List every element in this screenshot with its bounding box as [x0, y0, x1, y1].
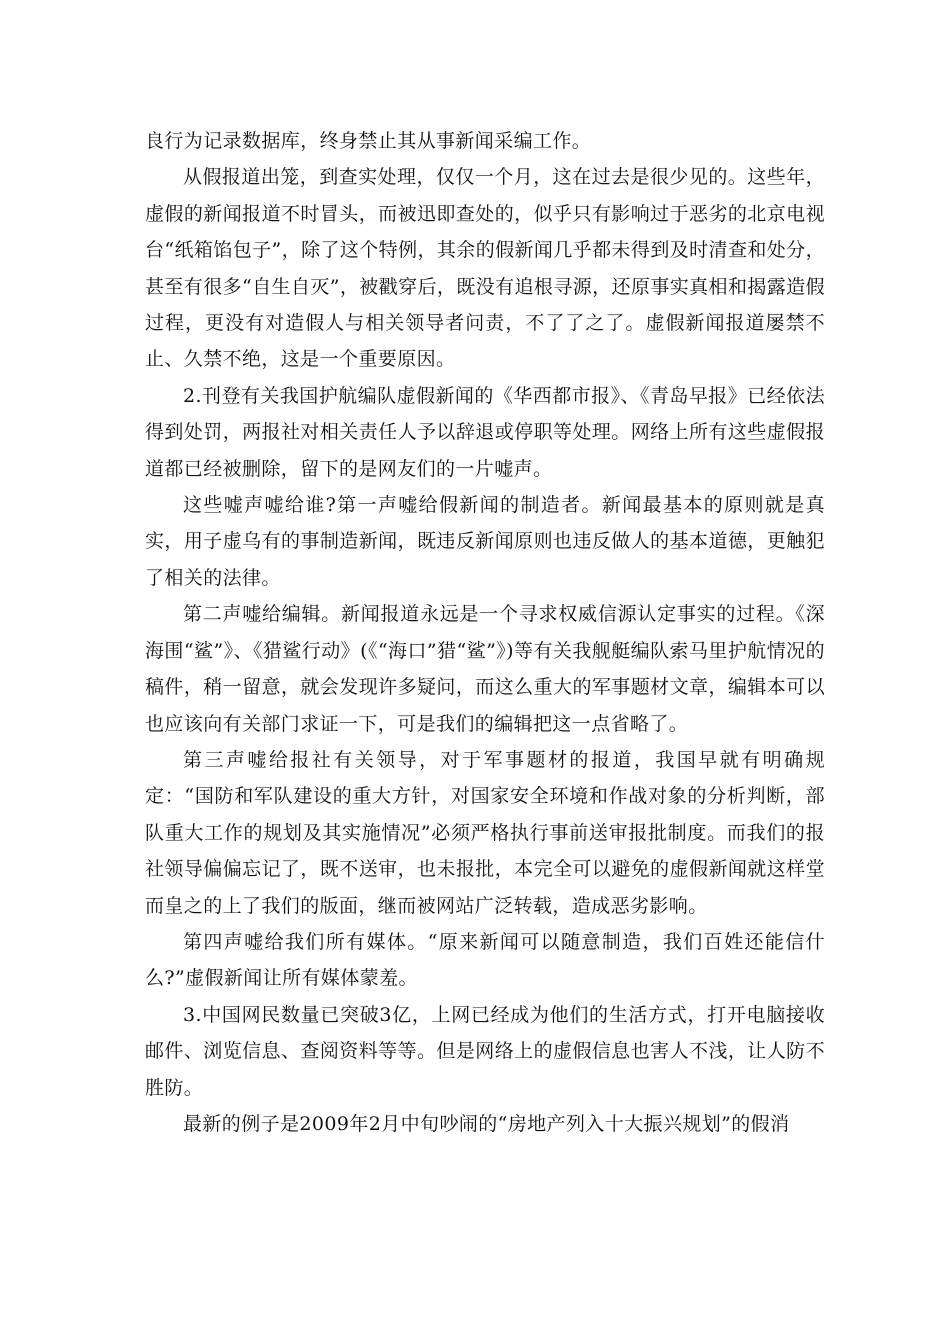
- paragraph-first-boo: 这些嘘声嘘给谁?第一声嘘给假新闻的制造者。新闻最基本的原则就是真实，用子虚乌有的事制造新闻，既违反新闻原则也违反做人的基本道德，更触犯了相关的法律。: [145, 494, 825, 589]
- paragraph-continuation: 良行为记录数据库，终身禁止其从事新闻采编工作。: [145, 130, 592, 152]
- paragraph-fourth-boo: 第四声嘘给我们所有媒体。“原来新闻可以随意制造，我们百姓还能信什么?”虚假新闻让所有媒体蒙羞。: [145, 930, 825, 990]
- paragraph-point-3: 3.中国网民数量已突破3亿，上网已经成为他们的生活方式，打开电脑接收邮件、浏览信息、查阅资料等等。但是网络上的虚假信息也害人不浅，让人防不胜防。: [145, 1003, 825, 1099]
- paragraph-second-boo: 第二声嘘给编辑。新闻报道永远是一个寻求权威信源认定事实的过程。《深海围“鲨”》、《猎鲨行动》(《“海口”猎“鲨”》)等有关我舰艇编队索马里护航情况的稿件，稍一留意，就会发现许多疑问，而这么重大的军事题材文章，编辑本可以也应该向有关部门求证一下，可是我们的编辑把这一点省略了。: [145, 603, 825, 735]
- paragraph-fake-report-handling: 从假报道出笼，到查实处理，仅仅一个月，这在过去是很少见的。这些年，虚假的新闻报道不时冒头，而被迅即查处的，似乎只有影响过于恶劣的北京电视台“纸箱馅包子”，除了这个特例，其余的假新闻几乎都未得到及时清查和处分，甚至有很多“自生自灭”，被戳穿后，既没有追根寻源，还原事实真相和揭露造假过程，更没有对造假人与相关领导者问责，不了了之了。虚假新闻报道屡禁不止、久禁不绝，这是一个重要原因。: [145, 166, 825, 371]
- paragraph-point-2: 2.刊登有关我国护航编队虚假新闻的《华西都市报》、《青岛早报》已经依法得到处罚，两报社对相关责任人予以辞退或停职等处理。网络上所有这些虚假报道都已经被删除，留下的是网友们的一片嘘声。: [145, 384, 825, 480]
- body-text: [145, 123, 825, 1142]
- paragraph-third-boo: 第三声嘘给报社有关领导，对于军事题材的报道，我国早就有明确规定：“国防和军队建设的重大方针，对国家安全环境和作战对象的分析判断，部队重大工作的规划及其实施情况”必须严格执行事前送审报批制度。而我们的报社领导偏偏忘记了，既不送审，也未报批，本完全可以避免的虚假新闻就这样堂而皇之的上了我们的版面，继而被网站广泛转载，造成恶劣影响。: [145, 748, 825, 917]
- paragraph-latest-example: 最新的例子是2009年2月中旬吵闹的“房地产列入十大振兴规划”的假消: [183, 1112, 790, 1135]
